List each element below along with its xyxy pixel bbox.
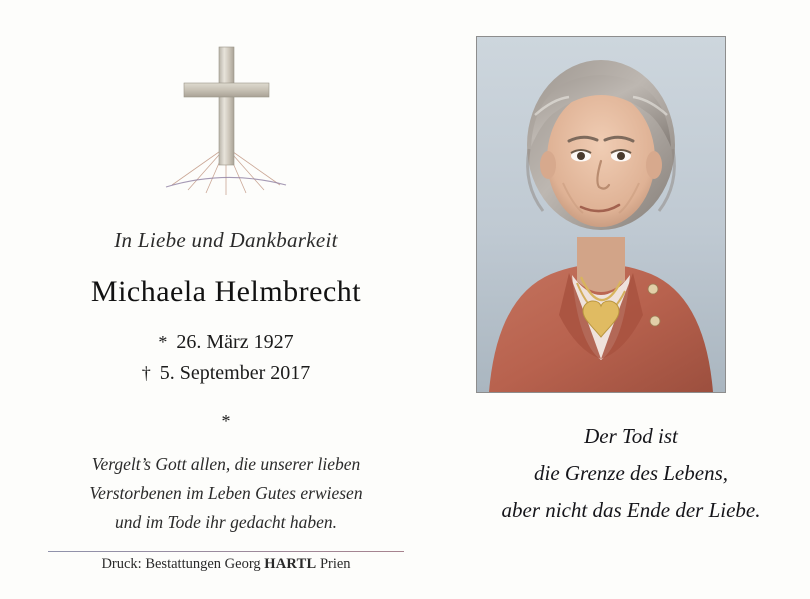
life-dates xyxy=(0,327,452,389)
memorial-text-block xyxy=(0,228,452,537)
dedication-line: In Liebe und Dankbarkeit xyxy=(114,228,338,252)
divider-rule xyxy=(48,551,404,552)
deceased-name: Michaela Helmbrecht xyxy=(90,275,362,308)
thanks-line: Vergelt’s Gott allen, die unserer lieben xyxy=(91,454,361,474)
birth-date: 26. März 1927 xyxy=(176,331,294,353)
printer-imprint xyxy=(0,556,452,573)
birth-symbol: * xyxy=(158,332,168,352)
imprint-company: HARTL xyxy=(264,556,317,572)
quote-line: aber nicht das Ende der Liebe. xyxy=(501,497,761,522)
cross-illustration xyxy=(0,30,452,210)
thanks-text xyxy=(0,450,452,537)
memorial-quote xyxy=(452,418,810,528)
asterisk-separator: * xyxy=(221,411,231,431)
quote-line: die Grenze des Lebens, xyxy=(533,460,728,485)
christian-cross-icon xyxy=(126,35,326,205)
death-symbol: † xyxy=(141,363,151,383)
death-date-line xyxy=(0,358,452,389)
quote-line: Der Tod ist xyxy=(584,424,678,448)
imprint-prefix: Druck: Bestattungen Georg xyxy=(101,556,265,572)
death-date: 5. September 2017 xyxy=(159,362,311,384)
right-panel xyxy=(452,0,810,599)
portrait-image xyxy=(477,37,725,392)
imprint-suffix: Prien xyxy=(316,556,351,572)
thanks-line: Verstorbenen im Leben Gutes erwiesen xyxy=(89,482,363,503)
birth-date-line xyxy=(0,327,452,358)
thanks-line: und im Tode ihr gedacht haben. xyxy=(115,511,337,532)
portrait-photo xyxy=(476,36,726,393)
